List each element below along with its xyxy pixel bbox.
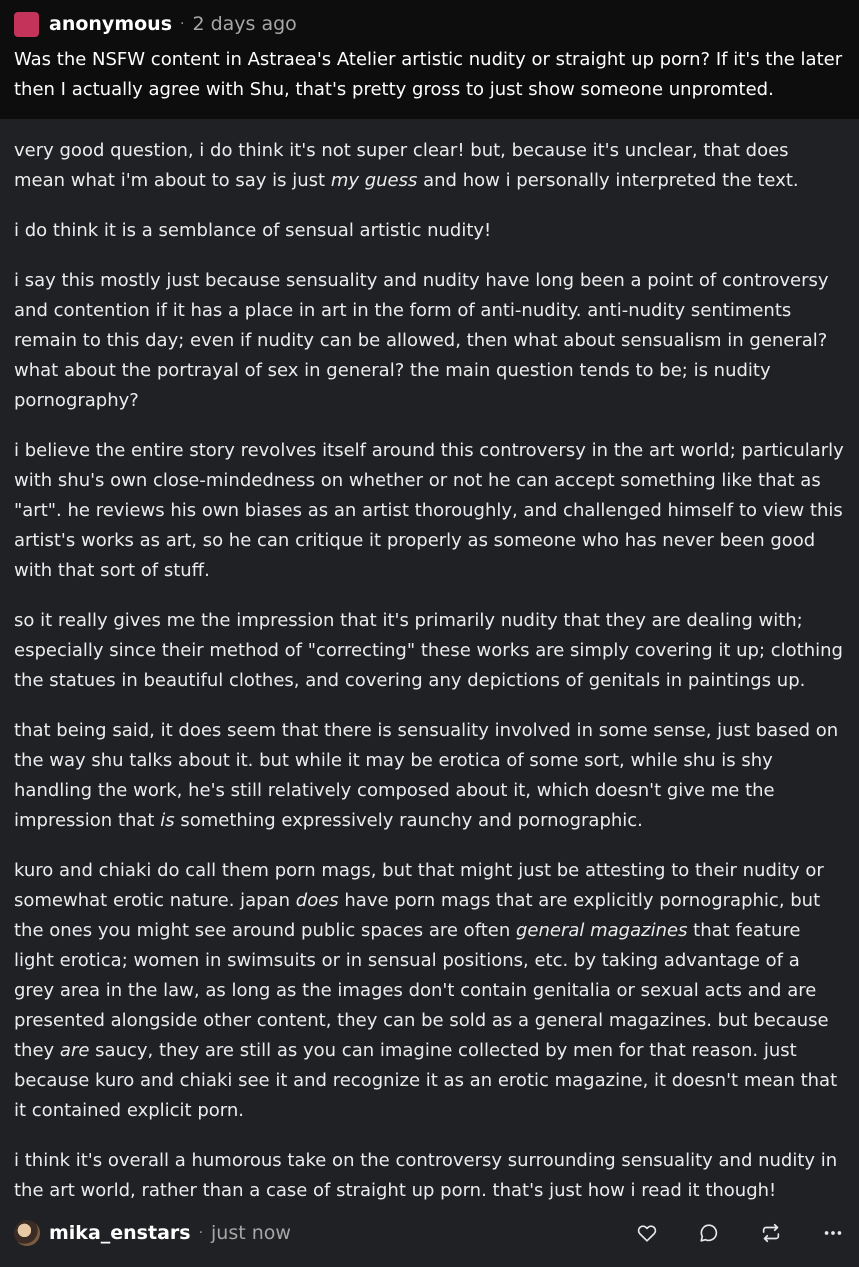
post-timestamp[interactable]: just now (211, 1222, 291, 1244)
answer-text: that feature light erotica; women in swimsuits or in sensual positions, etc. by taking advantage of a grey area in the law, as long as the images don't contain genitalia or sexual acts and are presented alongside other content, they can be sold as a general magazines. but because they (14, 920, 829, 1061)
answer-paragraph-4: i believe the entire story revolves itself around this controversy in the art world; particularly with shu's own close-mindedness on whether or not he can accept something like that as "art". he reviews his own biases as an artist thoroughly, and challenged himself to view this artist's works as art, so he can critique it properly as someone who has never been good with that sort of stuff. (14, 440, 844, 581)
answer-paragraph-3: i say this mostly just because sensuality and nudity have long been a point of controversy and contention if it has a place in art in the form of anti-nudity. anti-nudity sentiments remain to this day; even if nudity can be allowed, then what about sensualism in general? what about the portrayal of sex in general? the main question tends to be; is nudity pornography? (14, 270, 829, 411)
username[interactable]: mika_enstars (49, 1222, 191, 1244)
asker-name[interactable]: anonymous (49, 13, 172, 35)
more-button[interactable] (821, 1221, 845, 1245)
answer-body (0, 119, 859, 1206)
answer-text: something expressively raunchy and pornographic. (174, 810, 643, 831)
answer-text: have porn mags that are explicitly pornographic, but the ones you might see around public spaces are often (14, 890, 821, 941)
answer-paragraph-7 (14, 856, 845, 1126)
user-avatar[interactable] (14, 1220, 40, 1246)
answer-emphasis: are (59, 1040, 90, 1061)
answer-paragraph-1 (14, 136, 845, 196)
post-actions (597, 1221, 845, 1245)
separator-dot: · (180, 16, 185, 32)
answer-paragraph-5: so it really gives me the impression that it's primarily nudity that they are dealing with; especially since their method of "correcting" these works are simply covering it up; clothing the statues in beautiful clothes, and covering any depictions of genitals in paintings up. (14, 610, 843, 691)
answer-paragraph-8: i think it's overall a humorous take on the controversy surrounding sensuality and nudity in the art world, rather than a case of straight up porn. that's just how i read it though! (14, 1150, 838, 1201)
reblog-button[interactable] (759, 1221, 783, 1245)
more-icon (822, 1222, 844, 1244)
answer-text: that being said, it does seem that there is sensuality involved in some sense, just based on the way shu talks about it. but while it may be erotica of some sort, while shu is shy handling the work, he's still relatively composed about it, which doesn't give me the impression that (14, 720, 839, 831)
ask-header (14, 9, 845, 39)
answer-text: and how i personally interpreted the text. (417, 170, 799, 191)
reply-button[interactable] (697, 1221, 721, 1245)
reply-icon (698, 1222, 720, 1244)
answer-text: saucy, they are still as you can imagine collected by men for that reason. just because kuro and chiaki see it and recognize it as an erotic magazine, it doesn't mean that it contained explicit porn. (14, 1040, 838, 1121)
ask-timestamp[interactable]: 2 days ago (192, 13, 297, 35)
question-text: Was the NSFW content in Astraea's Atelier artistic nudity or straight up porn? If it's the later then I actually agree with Shu, that's pretty gross to just show someone unpromted. (14, 49, 843, 100)
answer-emphasis: general magazines (515, 920, 688, 941)
anonymous-avatar (14, 12, 39, 37)
answer-emphasis: does (295, 890, 339, 911)
heart-icon (636, 1222, 658, 1244)
answer-emphasis: my guess (330, 170, 418, 191)
answer-text: kuro and chiaki do call them porn mags, but that might just be attesting to their nudity or somewhat erotic nature. japan (14, 860, 824, 911)
answer-paragraph-2: i do think it is a semblance of sensual artistic nudity! (14, 220, 492, 241)
like-button[interactable] (635, 1221, 659, 1245)
answer-text: very good question, i do think it's not super clear! but, because it's unclear, that does mean what i'm about to say is just (14, 140, 789, 191)
post-footer (0, 1212, 859, 1254)
answer-paragraph-6 (14, 716, 845, 836)
reblog-icon (760, 1222, 782, 1244)
separator-dot: · (198, 1225, 204, 1241)
answer-emphasis: is (160, 810, 175, 831)
ask-box (0, 0, 859, 119)
